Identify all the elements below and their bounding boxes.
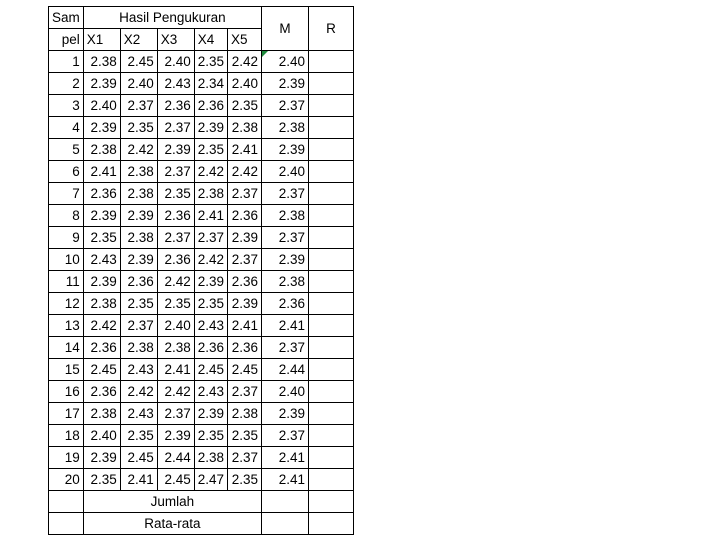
mean-value: 2.40 <box>278 54 306 69</box>
measurement-cell-x5[interactable]: 2.35 <box>228 425 262 447</box>
sample-number-cell[interactable]: 6 <box>49 161 84 183</box>
range-cell[interactable] <box>309 227 354 249</box>
measurement-cell-x5[interactable]: 2.40 <box>228 73 262 95</box>
range-cell[interactable] <box>309 95 354 117</box>
table-row <box>49 425 354 447</box>
measurement-cell-x2[interactable]: 2.37 <box>120 95 157 117</box>
average-row-empty-cell[interactable] <box>49 513 84 535</box>
sample-number-cell[interactable]: 19 <box>49 447 84 469</box>
mean-cell[interactable]: 2.41 <box>262 469 309 491</box>
mean-cell[interactable]: 2.40 <box>262 381 309 403</box>
mean-cell[interactable]: 2.37 <box>262 337 309 359</box>
table-row <box>49 183 354 205</box>
measurement-cell-x3[interactable]: 2.40 <box>157 51 194 73</box>
sample-number-cell[interactable]: 20 <box>49 469 84 491</box>
sample-number-cell[interactable]: 14 <box>49 337 84 359</box>
sample-number-cell[interactable]: 9 <box>49 227 84 249</box>
sample-number-cell[interactable]: 11 <box>49 271 84 293</box>
mean-cell[interactable]: 2.37 <box>262 95 309 117</box>
measurement-cell-x3[interactable]: 2.35 <box>157 293 194 315</box>
measurement-cell-x5[interactable]: 2.37 <box>228 249 262 271</box>
measurement-cell-x4[interactable]: 2.38 <box>194 183 227 205</box>
table-row <box>49 227 354 249</box>
measurement-table <box>48 6 354 535</box>
measurement-cell-x4[interactable]: 2.47 <box>194 469 227 491</box>
measurement-cell-x2[interactable]: 2.38 <box>120 337 157 359</box>
table-row <box>49 161 354 183</box>
header-row-1 <box>49 7 354 29</box>
measurement-cell-x4[interactable]: 2.35 <box>194 293 227 315</box>
measurement-cell-x3[interactable]: 2.39 <box>157 425 194 447</box>
total-row-empty-cell[interactable] <box>49 491 84 513</box>
measurement-cell-x1[interactable]: 2.39 <box>83 205 120 227</box>
table-row <box>49 205 354 227</box>
mean-cell[interactable]: 2.38 <box>262 205 309 227</box>
range-cell[interactable] <box>309 73 354 95</box>
measurement-group-header[interactable]: Hasil Pengukuran <box>83 7 261 29</box>
mean-cell[interactable]: 2.39 <box>262 73 309 95</box>
sample-number-cell[interactable]: 12 <box>49 293 84 315</box>
measurement-cell-x1[interactable]: 2.43 <box>83 249 120 271</box>
mean-cell[interactable]: 2.38 <box>262 117 309 139</box>
measurement-cell-x1[interactable]: 2.36 <box>83 337 120 359</box>
measurement-cell-x1[interactable]: 2.38 <box>83 293 120 315</box>
measurement-cell-x4[interactable]: 2.35 <box>194 425 227 447</box>
measurement-cell-x2[interactable]: 2.42 <box>120 139 157 161</box>
sample-number-cell[interactable]: 13 <box>49 315 84 337</box>
sample-header-bottom[interactable]: pel <box>49 29 84 51</box>
table-row <box>49 403 354 425</box>
measurement-cell-x5[interactable]: 2.38 <box>228 117 262 139</box>
mean-cell[interactable]: 2.39 <box>262 249 309 271</box>
measurement-cell-x3[interactable]: 2.41 <box>157 359 194 381</box>
range-cell[interactable] <box>309 183 354 205</box>
measurement-cell-x2[interactable]: 2.37 <box>120 315 157 337</box>
table-row <box>49 139 354 161</box>
measurement-cell-x4[interactable]: 2.35 <box>194 139 227 161</box>
measurement-cell-x1[interactable]: 2.40 <box>83 425 120 447</box>
sample-number-cell[interactable]: 16 <box>49 381 84 403</box>
mean-cell[interactable]: 2.37 <box>262 183 309 205</box>
range-cell[interactable] <box>309 337 354 359</box>
measurement-cell-x3[interactable]: 2.37 <box>157 227 194 249</box>
column-header-x4[interactable]: X4 <box>194 29 227 51</box>
measurement-cell-x4[interactable]: 2.35 <box>194 51 227 73</box>
measurement-cell-x3[interactable]: 2.37 <box>157 403 194 425</box>
measurement-cell-x3[interactable]: 2.44 <box>157 447 194 469</box>
sample-number-cell[interactable]: 5 <box>49 139 84 161</box>
measurement-cell-x3[interactable]: 2.38 <box>157 337 194 359</box>
measurement-cell-x1[interactable]: 2.41 <box>83 161 120 183</box>
measurement-cell-x3[interactable]: 2.36 <box>157 249 194 271</box>
measurement-cell-x3[interactable]: 2.40 <box>157 315 194 337</box>
sample-header-top[interactable]: Sam <box>49 7 84 29</box>
range-cell[interactable] <box>309 315 354 337</box>
measurement-cell-x1[interactable]: 2.39 <box>83 447 120 469</box>
table-row <box>49 359 354 381</box>
table-row <box>49 447 354 469</box>
measurement-cell-x2[interactable]: 2.42 <box>120 381 157 403</box>
measurement-cell-x2[interactable]: 2.38 <box>120 227 157 249</box>
measurement-cell-x3[interactable]: 2.36 <box>157 205 194 227</box>
sample-number-cell[interactable]: 7 <box>49 183 84 205</box>
measurement-cell-x4[interactable]: 2.42 <box>194 161 227 183</box>
measurement-cell-x2[interactable]: 2.45 <box>120 447 157 469</box>
mean-cell[interactable]: 2.39 <box>262 139 309 161</box>
measurement-cell-x5[interactable]: 2.37 <box>228 447 262 469</box>
average-mean-cell[interactable] <box>262 513 309 535</box>
sample-number-cell[interactable]: 17 <box>49 403 84 425</box>
measurement-cell-x1[interactable]: 2.42 <box>83 315 120 337</box>
measurement-cell-x4[interactable]: 2.43 <box>194 315 227 337</box>
mean-cell[interactable]: 2.41 <box>262 447 309 469</box>
measurement-cell-x2[interactable]: 2.39 <box>120 205 157 227</box>
table-row <box>49 249 354 271</box>
range-cell[interactable] <box>309 271 354 293</box>
measurement-cell-x5[interactable]: 2.37 <box>228 381 262 403</box>
measurement-cell-x5[interactable]: 2.36 <box>228 271 262 293</box>
total-label[interactable]: Jumlah <box>83 491 261 513</box>
measurement-cell-x1[interactable]: 2.35 <box>83 469 120 491</box>
measurement-cell-x4[interactable]: 2.43 <box>194 381 227 403</box>
measurement-cell-x2[interactable]: 2.43 <box>120 359 157 381</box>
mean-cell[interactable]: 2.37 <box>262 425 309 447</box>
measurement-cell-x4[interactable]: 2.34 <box>194 73 227 95</box>
measurement-cell-x3[interactable]: 2.37 <box>157 117 194 139</box>
cell-indicator-icon <box>262 51 268 57</box>
measurement-cell-x5[interactable]: 2.37 <box>228 183 262 205</box>
range-cell[interactable] <box>309 293 354 315</box>
measurement-cell-x3[interactable]: 2.42 <box>157 271 194 293</box>
range-cell[interactable] <box>309 51 354 73</box>
measurement-cell-x5[interactable]: 2.36 <box>228 337 262 359</box>
measurement-cell-x5[interactable]: 2.36 <box>228 205 262 227</box>
column-header-x5[interactable]: X5 <box>228 29 262 51</box>
range-cell[interactable] <box>309 117 354 139</box>
range-header[interactable]: R <box>309 7 354 51</box>
range-cell[interactable] <box>309 425 354 447</box>
mean-cell[interactable]: 2.41 <box>262 315 309 337</box>
measurement-cell-x3[interactable]: 2.37 <box>157 161 194 183</box>
measurement-cell-x3[interactable]: 2.45 <box>157 469 194 491</box>
mean-cell[interactable] <box>262 51 309 73</box>
measurement-cell-x5[interactable]: 2.41 <box>228 139 262 161</box>
sample-number-cell[interactable]: 15 <box>49 359 84 381</box>
sample-number-cell[interactable]: 18 <box>49 425 84 447</box>
average-label[interactable]: Rata-rata <box>83 513 261 535</box>
table-row <box>49 469 354 491</box>
measurement-cell-x1[interactable]: 2.38 <box>83 403 120 425</box>
measurement-cell-x3[interactable]: 2.35 <box>157 183 194 205</box>
column-header-x1[interactable]: X1 <box>83 29 120 51</box>
measurement-cell-x1[interactable]: 2.36 <box>83 183 120 205</box>
measurement-cell-x1[interactable]: 2.40 <box>83 95 120 117</box>
table-row <box>49 117 354 139</box>
measurement-cell-x4[interactable]: 2.45 <box>194 359 227 381</box>
table-row <box>49 51 354 73</box>
measurement-cell-x5[interactable]: 2.42 <box>228 51 262 73</box>
measurement-cell-x1[interactable]: 2.36 <box>83 381 120 403</box>
measurement-cell-x5[interactable]: 2.42 <box>228 161 262 183</box>
measurement-cell-x5[interactable]: 2.35 <box>228 469 262 491</box>
measurement-cell-x3[interactable]: 2.39 <box>157 139 194 161</box>
measurement-cell-x2[interactable]: 2.39 <box>120 249 157 271</box>
measurement-cell-x2[interactable]: 2.41 <box>120 469 157 491</box>
total-mean-cell[interactable] <box>262 491 309 513</box>
measurement-cell-x1[interactable]: 2.45 <box>83 359 120 381</box>
measurement-cell-x4[interactable]: 2.36 <box>194 337 227 359</box>
sample-number-cell[interactable]: 2 <box>49 73 84 95</box>
measurement-cell-x4[interactable]: 2.42 <box>194 249 227 271</box>
measurement-cell-x5[interactable]: 2.39 <box>228 293 262 315</box>
range-cell[interactable] <box>309 249 354 271</box>
measurement-cell-x5[interactable]: 2.41 <box>228 315 262 337</box>
table-row <box>49 271 354 293</box>
measurement-cell-x2[interactable]: 2.35 <box>120 293 157 315</box>
measurement-cell-x4[interactable]: 2.37 <box>194 227 227 249</box>
measurement-cell-x2[interactable]: 2.38 <box>120 183 157 205</box>
measurement-cell-x4[interactable]: 2.41 <box>194 205 227 227</box>
measurement-cell-x4[interactable]: 2.38 <box>194 447 227 469</box>
sample-number-cell[interactable]: 4 <box>49 117 84 139</box>
measurement-cell-x2[interactable]: 2.35 <box>120 117 157 139</box>
measurement-cell-x5[interactable]: 2.45 <box>228 359 262 381</box>
column-header-x3[interactable]: X3 <box>157 29 194 51</box>
sample-number-cell[interactable]: 8 <box>49 205 84 227</box>
measurement-cell-x4[interactable]: 2.39 <box>194 403 227 425</box>
mean-header[interactable]: M <box>262 7 309 51</box>
measurement-cell-x3[interactable]: 2.43 <box>157 73 194 95</box>
range-cell[interactable] <box>309 359 354 381</box>
mean-cell[interactable]: 2.39 <box>262 403 309 425</box>
average-range-cell[interactable] <box>309 513 354 535</box>
measurement-cell-x3[interactable]: 2.42 <box>157 381 194 403</box>
measurement-cell-x2[interactable]: 2.43 <box>120 403 157 425</box>
measurement-cell-x3[interactable]: 2.36 <box>157 95 194 117</box>
measurement-cell-x2[interactable]: 2.38 <box>120 161 157 183</box>
measurement-cell-x4[interactable]: 2.39 <box>194 117 227 139</box>
measurement-cell-x1[interactable]: 2.38 <box>83 51 120 73</box>
range-cell[interactable] <box>309 469 354 491</box>
measurement-cell-x1[interactable]: 2.35 <box>83 227 120 249</box>
sample-number-cell[interactable]: 1 <box>49 51 84 73</box>
measurement-cell-x2[interactable]: 2.45 <box>120 51 157 73</box>
sample-number-cell[interactable]: 3 <box>49 95 84 117</box>
range-cell[interactable] <box>309 205 354 227</box>
measurement-cell-x2[interactable]: 2.40 <box>120 73 157 95</box>
total-range-cell[interactable] <box>309 491 354 513</box>
table-row <box>49 293 354 315</box>
mean-cell[interactable]: 2.40 <box>262 161 309 183</box>
table-row <box>49 337 354 359</box>
range-cell[interactable] <box>309 403 354 425</box>
mean-cell[interactable]: 2.38 <box>262 271 309 293</box>
table-row <box>49 315 354 337</box>
range-cell[interactable] <box>309 447 354 469</box>
measurement-cell-x1[interactable]: 2.39 <box>83 73 120 95</box>
mean-cell[interactable]: 2.44 <box>262 359 309 381</box>
range-cell[interactable] <box>309 381 354 403</box>
measurement-cell-x1[interactable]: 2.39 <box>83 117 120 139</box>
mean-cell[interactable]: 2.37 <box>262 227 309 249</box>
range-cell[interactable] <box>309 161 354 183</box>
measurement-cell-x1[interactable]: 2.38 <box>83 139 120 161</box>
measurement-cell-x5[interactable]: 2.39 <box>228 227 262 249</box>
table-row <box>49 381 354 403</box>
range-cell[interactable] <box>309 139 354 161</box>
measurement-cell-x5[interactable]: 2.38 <box>228 403 262 425</box>
measurement-cell-x2[interactable]: 2.36 <box>120 271 157 293</box>
table-row <box>49 95 354 117</box>
average-row <box>49 513 354 535</box>
measurement-cell-x5[interactable]: 2.35 <box>228 95 262 117</box>
measurement-cell-x1[interactable]: 2.39 <box>83 271 120 293</box>
sample-number-cell[interactable]: 10 <box>49 249 84 271</box>
data-rows <box>49 51 354 491</box>
mean-cell[interactable]: 2.36 <box>262 293 309 315</box>
measurement-cell-x2[interactable]: 2.35 <box>120 425 157 447</box>
total-row <box>49 491 354 513</box>
table-row <box>49 73 354 95</box>
measurement-cell-x4[interactable]: 2.36 <box>194 95 227 117</box>
measurement-cell-x4[interactable]: 2.39 <box>194 271 227 293</box>
column-header-x2[interactable]: X2 <box>120 29 157 51</box>
